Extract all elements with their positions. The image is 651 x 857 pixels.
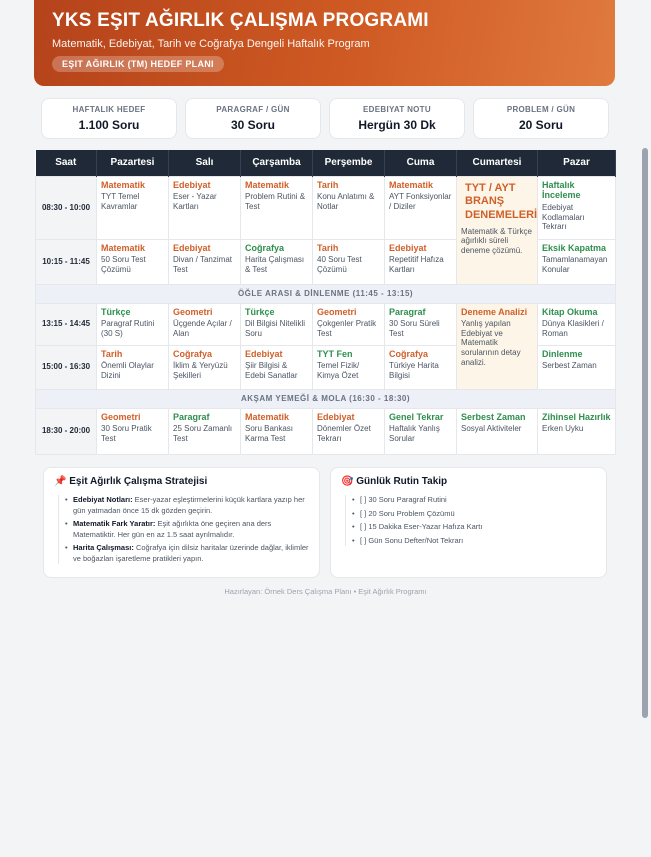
lesson-desc: 25 Soru Zamanlı Test <box>173 424 233 443</box>
stat-card <box>41 98 177 139</box>
lesson-title: TYT Fen <box>317 348 353 359</box>
stat-label: HAFTALIK HEDEF <box>72 105 146 114</box>
lesson-title: Haftalık İnceleme <box>542 179 581 201</box>
lesson-desc: Serbest Zaman <box>542 361 597 371</box>
lesson-title: Coğrafya <box>245 242 285 253</box>
exam-desc: Matematik & Türkçe ağırlıklı süreli deneme çözümü. <box>461 226 532 255</box>
checklist-item: • [ ] 15 Dakika Eser-Yazar Hafıza Kartı <box>352 522 596 533</box>
lesson-desc: 30 Soru Süreli Test <box>389 319 440 338</box>
lesson-title: Matematik <box>101 242 146 253</box>
break-row <box>36 284 616 303</box>
lesson-cell <box>97 239 169 284</box>
lesson-title: Coğrafya <box>173 348 213 359</box>
item-heading: Edebiyat Notları: <box>73 495 133 504</box>
lesson-cell <box>169 176 241 239</box>
list-item <box>65 495 309 516</box>
lesson-title: Tarih <box>101 348 123 359</box>
page-subtitle: Matematik, Edebiyat, Tarih ve Coğrafya Dengeli Haftalık Program <box>52 38 370 50</box>
col-header: Saat <box>36 150 97 176</box>
lesson-title: Paragraf <box>389 306 426 317</box>
lesson-desc: Eser - Yazar Kartları <box>173 192 217 211</box>
plan-badge: EŞIT AĞIRLIK (TM) HEDEF PLANI <box>52 56 224 72</box>
stat-label: PROBLEM / GÜN <box>506 105 576 114</box>
item-text: Eşit ağırlıkta öne geçiren ana ders Matematiktir. Her gün en az 1.5 saat ayrılmalıdır. <box>73 519 272 539</box>
stat-card <box>185 98 321 139</box>
lesson-desc: 30 Soru Pratik Test <box>101 424 152 443</box>
lesson-desc: Haftalık Yanlış Sorular <box>389 424 440 443</box>
lesson-cell <box>313 239 385 284</box>
lesson-desc: Problem Rutini & Test <box>245 192 306 211</box>
lesson-cell <box>241 239 313 284</box>
lesson-desc: Dil Bilgisi Nitelikli Soru <box>245 319 306 338</box>
table-row <box>36 408 616 454</box>
lesson-desc: Temel Fizik/ Kimya Özet <box>317 361 360 380</box>
lesson-title: Serbest Zaman <box>461 411 526 422</box>
lesson-desc: Sosyal Aktiviteler <box>461 424 522 434</box>
strategy-list <box>58 495 309 564</box>
lesson-cell <box>385 239 457 284</box>
strategy-title: 📌 Eşit Ağırlık Çalışma Stratejisi <box>54 476 208 487</box>
lesson-desc: Önemli Olaylar Dizini <box>101 361 154 380</box>
item-heading: Matematik Fark Yaratır: <box>73 519 156 528</box>
lesson-cell <box>313 176 385 239</box>
lesson-cell <box>97 176 169 239</box>
list-item <box>65 519 309 540</box>
lesson-title: Türkçe <box>101 306 131 317</box>
lesson-desc: Konu Anlatımı & Notlar <box>317 192 375 211</box>
lesson-title: Matematik <box>101 179 146 190</box>
col-header: Perşembe <box>313 150 385 176</box>
stat-label: PARAGRAF / GÜN <box>216 105 290 114</box>
routine-title: 🎯 Günlük Rutin Takip <box>341 476 448 487</box>
stat-value: 20 Soru <box>518 118 563 132</box>
lesson-cell <box>169 408 241 454</box>
lesson-cell <box>538 176 616 239</box>
lesson-desc: Divan / Tanzimat Test <box>173 255 232 274</box>
break-label: AKŞAM YEMEĞİ & MOLA (16:30 - 18:30) <box>36 389 616 408</box>
exam-cell <box>457 176 538 284</box>
checklist-item: • [ ] 30 Soru Paragraf Rutini <box>352 495 596 506</box>
lesson-cell <box>313 303 385 345</box>
item-text: Coğrafya için dilsiz haritalar üzerinde dağlar, iklimler ve boğazları işaretleme pratikleri yapın. <box>73 543 309 563</box>
lesson-title: Matematik <box>245 179 290 190</box>
page-footer: Hazırlayan: Örnek Ders Çalışma Planı • Eşit Ağırlık Programı <box>224 587 427 596</box>
lesson-cell <box>241 176 313 239</box>
stat-card <box>473 98 609 139</box>
list-item <box>65 543 309 564</box>
col-header: Cumartesi <box>457 150 538 176</box>
lesson-title: Tarih <box>317 179 339 190</box>
col-header: Cuma <box>385 150 457 176</box>
lesson-cell <box>241 303 313 345</box>
lesson-desc: Dönemler Özet Tekrarı <box>317 424 371 443</box>
stat-value: Hergün 30 Dk <box>358 118 436 132</box>
exam-title: TYT / AYT BRANŞ DENEMELERİ <box>465 181 538 221</box>
lesson-desc: 40 Soru Test Çözümü <box>317 255 362 274</box>
checklist-item: • [ ] 20 Soru Problem Çözümü <box>352 509 596 520</box>
col-header: Salı <box>169 150 241 176</box>
page-header <box>34 0 615 86</box>
lesson-desc: Çokgenler Pratik Test <box>317 319 377 338</box>
item-heading: Harita Çalışması: <box>73 543 134 552</box>
analysis-cell <box>457 303 538 389</box>
lesson-title: Dinlenme <box>542 348 583 359</box>
lesson-desc: AYT Fonksiyonlar / Diziler <box>389 192 452 211</box>
lesson-desc: 50 Soru Test Çözümü <box>101 255 146 274</box>
lesson-cell <box>538 303 616 345</box>
lesson-title: Geometri <box>101 411 141 422</box>
lesson-cell <box>169 345 241 389</box>
lesson-title: Geometri <box>317 306 357 317</box>
lesson-desc: Paragraf Rutini (30 S) <box>101 319 155 338</box>
table-row <box>36 303 616 345</box>
lesson-cell <box>97 303 169 345</box>
lesson-title: Deneme Analizi <box>461 306 528 317</box>
lesson-title: Edebiyat <box>173 242 211 253</box>
lesson-desc: Edebiyat Kodlamaları Tekrarı <box>542 203 585 232</box>
lesson-cell <box>241 408 313 454</box>
lesson-title: Edebiyat <box>389 242 427 253</box>
lesson-title: Genel Tekrar <box>389 411 444 422</box>
lesson-title: Geometri <box>173 306 213 317</box>
lesson-cell <box>169 303 241 345</box>
item-text: Eser-yazar eşleştirmelerini küçük kartlara yazıp her gün yatmadan önce 15 dk gözden geçirin. <box>73 495 305 515</box>
lesson-title: Edebiyat <box>317 411 355 422</box>
lesson-desc: Soru Bankası Karma Test <box>245 424 294 443</box>
lesson-desc: Dünya Klasikleri / Roman <box>542 319 604 338</box>
lesson-cell <box>538 408 616 454</box>
lesson-title: Türkçe <box>245 306 275 317</box>
lesson-desc: İklim & Yeryüzü Şekilleri <box>173 361 228 380</box>
lesson-desc: Repetitif Hafıza Kartları <box>389 255 444 274</box>
lesson-cell <box>241 345 313 389</box>
strategy-panel <box>43 467 320 578</box>
lesson-desc: TYT Temel Kavramlar <box>101 192 140 211</box>
lesson-desc: Tamamlanamayan Konular <box>542 255 608 274</box>
routine-list <box>345 495 596 546</box>
time-cell: 15:00 - 16:30 <box>36 345 97 389</box>
lesson-cell <box>97 345 169 389</box>
routine-panel <box>330 467 607 578</box>
stat-card <box>329 98 465 139</box>
lesson-title: Edebiyat <box>245 348 283 359</box>
lesson-cell <box>385 345 457 389</box>
lesson-title: Zihinsel Hazırlık <box>542 411 611 422</box>
lesson-desc: Türkiye Harita Bilgisi <box>389 361 439 380</box>
lesson-cell <box>385 303 457 345</box>
scrollbar[interactable] <box>642 148 648 718</box>
lesson-title: Eksik Kapatma <box>542 242 607 253</box>
lesson-cell <box>457 408 538 454</box>
break-row <box>36 389 616 408</box>
checklist-item: • [ ] Gün Sonu Defter/Not Tekrarı <box>352 536 596 547</box>
lesson-desc: Şiir Bilgisi & Edebi Sanatlar <box>245 361 298 380</box>
lesson-desc: Üçgende Açılar / Alan <box>173 319 232 338</box>
page-title: YKS EŞIT AĞIRLIK ÇALIŞMA PROGRAMI <box>52 10 429 31</box>
table-header-row <box>36 150 616 176</box>
col-header: Çarşamba <box>241 150 313 176</box>
lesson-desc: Harita Çalışması & Test <box>245 255 305 274</box>
lesson-title: Matematik <box>389 179 434 190</box>
time-cell: 08:30 - 10:00 <box>36 176 97 239</box>
lesson-title: Tarih <box>317 242 339 253</box>
lesson-cell <box>385 408 457 454</box>
stat-value: 1.100 Soru <box>78 118 140 132</box>
lesson-title: Kitap Okuma <box>542 306 598 317</box>
table-row <box>36 176 616 239</box>
time-cell: 18:30 - 20:00 <box>36 408 97 454</box>
col-header: Pazartesi <box>97 150 169 176</box>
lesson-cell <box>313 345 385 389</box>
lesson-cell <box>169 239 241 284</box>
lesson-title: Edebiyat <box>173 179 211 190</box>
lesson-title: Matematik <box>245 411 290 422</box>
lesson-title: Paragraf <box>173 411 210 422</box>
lesson-cell <box>538 345 616 389</box>
lesson-cell <box>313 408 385 454</box>
lesson-cell <box>97 408 169 454</box>
lesson-title: Coğrafya <box>389 348 429 359</box>
break-label: ÖĞLE ARASI & DİNLENME (11:45 - 13:15) <box>36 284 616 303</box>
stat-label: EDEBIYAT NOTU <box>363 105 431 114</box>
lesson-cell <box>385 176 457 239</box>
lesson-cell <box>538 239 616 284</box>
lesson-desc: Yanlış yapılan Edebiyat ve Matematik sorularının detay analizi. <box>461 319 521 367</box>
lesson-desc: Erken Uyku <box>542 424 584 434</box>
time-cell: 13:15 - 14:45 <box>36 303 97 345</box>
col-header: Pazar <box>538 150 616 176</box>
stat-value: 30 Soru <box>230 118 275 132</box>
time-cell: 10:15 - 11:45 <box>36 239 97 284</box>
schedule-table <box>35 150 616 455</box>
stats-row <box>41 98 609 139</box>
